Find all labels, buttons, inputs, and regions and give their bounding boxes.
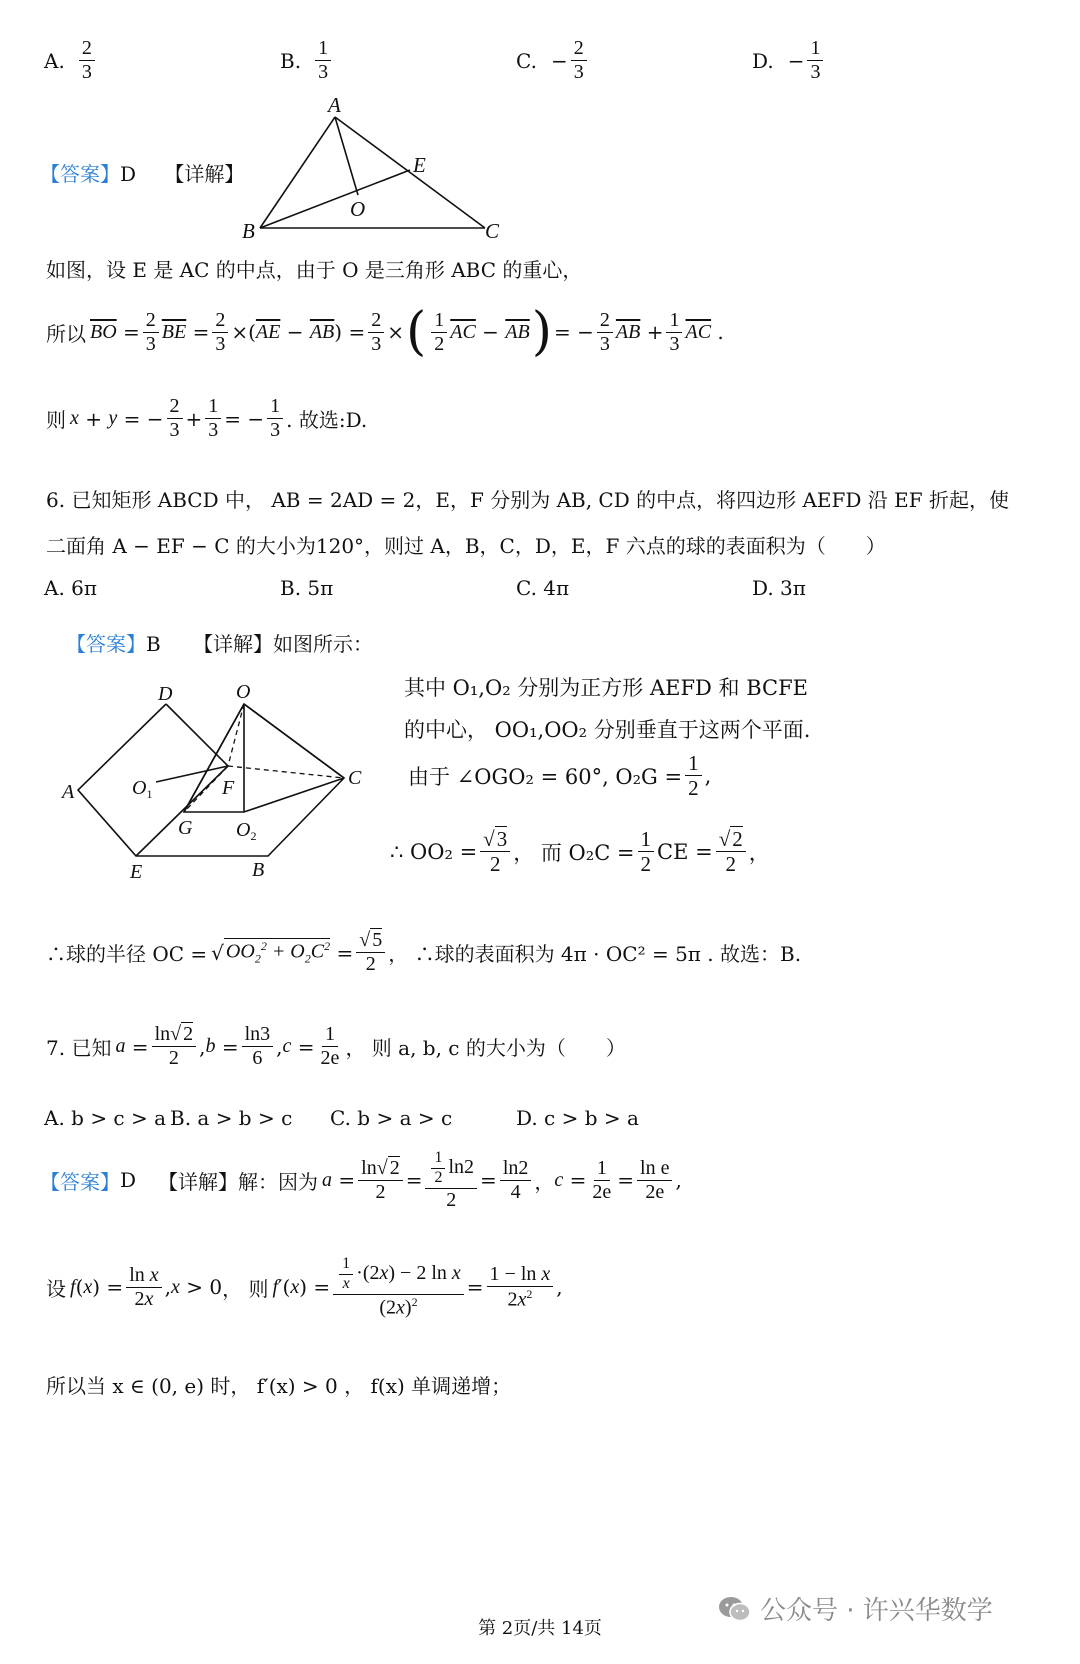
q7-option-b: B. a > b > c — [170, 1106, 293, 1130]
folded-rectangle-figure — [56, 682, 376, 888]
q7-sol-derivative: 设 f ( x ) = $\frac{\text{ln x}}{2x}$ , x > 0 ， 则 f ′( x ) = $\frac{1}{x}$ ·(2x) − 2 ln x $(2x)^2$ = $\frac{\text{1 − ln x}}{2x^2}$ , — [46, 1255, 563, 1319]
label-c: C — [485, 219, 500, 243]
q6-option-d: D. 3π — [752, 576, 806, 600]
q6-sol-line2: 的中心， OO₁,OO₂ 分别垂直于这两个平面. — [404, 718, 811, 742]
q5-sol-line2: 所以 $\overline{BO}$ = $\frac{2}{3}$ $\overline{BE}$ = $\frac{2}{3}$ ×( $\overline{AE}$ − $\overline{AB}$ ) = $\frac{2}{3}$ × ( $\frac{1}{2}$ $\overline{AC}$ − $\overline{AB}$ ) = − $\frac{2}{3}$ $\overline{AB}$ + $\frac{1}{3}$ $\overline{AC}$ . — [46, 302, 724, 362]
watermark: 公众号 · 许兴华数学 — [718, 1590, 993, 1627]
triangle-figure — [230, 92, 520, 248]
label-f: F — [222, 777, 235, 799]
label-c2: C — [348, 767, 362, 789]
q6-option-c: C. 4π — [516, 576, 570, 600]
q7-sol-last: 所以当 x ∈ (0, e) 时， f′(x) > 0 ， f(x) 单调递增； — [46, 1374, 512, 1398]
q7-answer: 【答案】 D 【详解】解：因为 a = $\frac{\ln√ 2}{2}$ = $\frac{1}{2}$ ln2 2 = $\frac{\ln 2}{4}$ ， c = $\frac{1}{2e}$ = $\frac{\text{ln e}}{2e}$ , — [40, 1149, 682, 1211]
label-o2: $O_2$ — [236, 819, 257, 843]
q5-sol-line1: 如图，设 E 是 AC 的中点，由于 O 是三角形 ABC 的重心， — [46, 258, 583, 282]
q5-option-d: D. − $\frac{1}{3}$ — [752, 38, 826, 83]
label-a2: A — [62, 781, 75, 803]
q5-option-b: B. $\frac{1}{3}$ — [280, 38, 334, 83]
label-g: G — [178, 817, 193, 839]
q6-answer: 【答案】B 【详解】如图所示： — [66, 632, 374, 656]
q5-answer: 【答案】D 【详解】 — [40, 162, 245, 186]
label-d: D — [158, 683, 173, 705]
q7-option-c: C. b > a > c — [330, 1106, 453, 1130]
label-b: B — [242, 219, 255, 243]
q6-sol-line5: ∴球的半径 OC = √ $OO_2^2 + O_2C^2$ = $\frac{√ 5}{2}$ ， ∴球的表面积为 4π · OC² = 5π . 故选：B. — [46, 929, 802, 975]
label-o: O — [350, 197, 366, 221]
label-b2: B — [252, 859, 265, 881]
q5-option-c: C. − $\frac{2}{3}$ — [516, 38, 590, 83]
q7-stem: 7. 已知 a = $\frac{\ln√ 2}{2}$ , b = $\frac{\ln 3}{6}$ , c = $\frac{1}{2e}$ ， 则 a, b, c 的大小为（ ） — [46, 1023, 626, 1069]
label-o1: $O_1$ — [132, 777, 153, 801]
page-footer: 第 2页/共 14页 — [478, 1618, 602, 1639]
q5-sol-line3: 则 x + y = − $\frac{2}{3}$ + $\frac{1}{3}$ = − $\frac{1}{3}$ . 故选:D. — [46, 395, 368, 441]
q7-option-a: A. b > c > a — [44, 1106, 167, 1130]
q6-option-b: B. 5π — [280, 576, 334, 600]
q5-option-a: A. $\frac{2}{3}$ — [44, 38, 98, 83]
q7-option-d: D. c > b > a — [516, 1106, 639, 1130]
q6-sol-line1: 其中 O₁,O₂ 分别为正方形 AEFD 和 BCFE — [404, 676, 809, 700]
label-e: E — [413, 153, 426, 177]
label-a: A — [328, 93, 341, 117]
q6-sol-line4: ∴ OO₂ = $\frac{√3}{2}$ ， 而 O₂C = $\frac{1}{2}$ CE = $\frac{√2}{2}$ ， — [390, 827, 770, 877]
q6-option-a: A. 6π — [44, 576, 98, 600]
label-e2: E — [130, 861, 143, 883]
q6-line2: 二面角 A − EF − C 的大小为120°，则过 A，B，C，D，E，F 六点的球的表面积为（ ） — [46, 534, 886, 558]
q6-sol-line3: 由于 ∠OGO₂ = 60°, O₂G = $\frac{1}{2}$ , — [408, 751, 712, 801]
label-o-top: O — [236, 682, 251, 703]
q6-line1: 6. 已知矩形 ABCD 中， AB = 2AD = 2，E，F 分别为 AB, CD 的中点，将四边形 AEFD 沿 EF 折起，使 — [46, 488, 1009, 512]
